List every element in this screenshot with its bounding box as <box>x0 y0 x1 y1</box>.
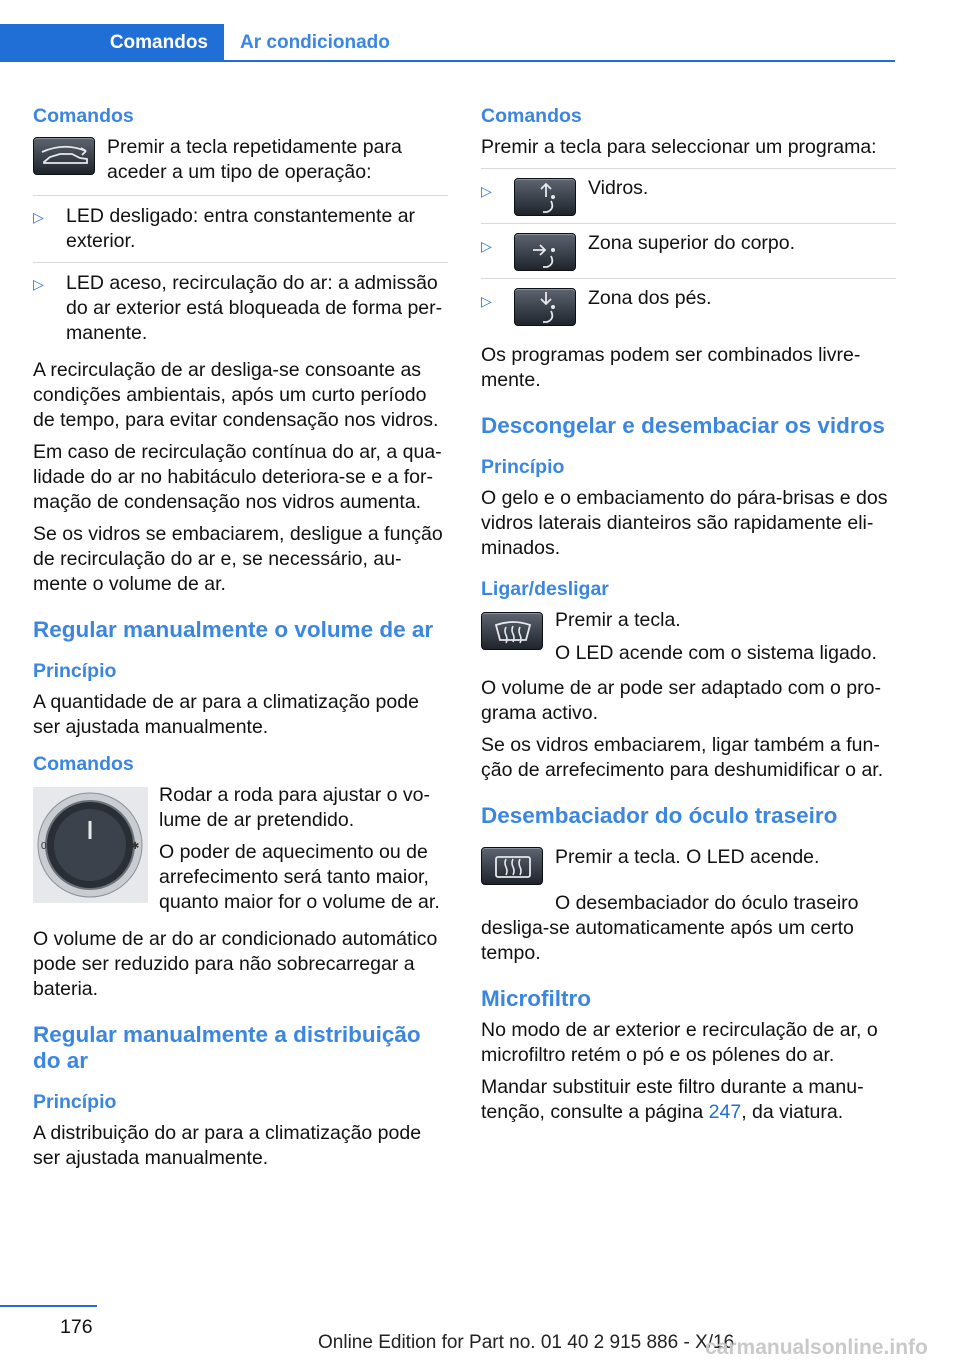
left-column <box>33 104 448 1178</box>
list-item <box>481 223 896 278</box>
program-intro: Premir a tecla para seleccionar um programa: <box>481 136 877 158</box>
subheading-comandos: Comandos <box>33 753 134 775</box>
program-list <box>481 168 896 333</box>
list-item: ▷ LED desligado: entra constantemente ar exterior. <box>33 195 448 262</box>
tab-comandos[interactable]: Comandos <box>0 24 224 62</box>
recirculation-control <box>33 135 448 185</box>
program-label: Vidros. <box>588 177 649 199</box>
air-volume-knob-icon <box>33 787 148 903</box>
subheading-principio: Princípio <box>481 456 565 478</box>
knob-instruction: Rodar a roda para ajustar o volume de ar pretendido. <box>159 784 430 831</box>
air-volume-control <box>33 783 448 915</box>
tab-ar-condicionado[interactable]: Ar condicionado <box>240 32 390 53</box>
subheading-comandos: Comandos <box>481 105 582 127</box>
right-column <box>481 104 896 1132</box>
header-rule <box>0 60 895 62</box>
program-label: Zona superior do corpo. <box>588 232 796 254</box>
page-reference-link[interactable]: 247 <box>708 1101 742 1123</box>
triangle-bullet-icon: ▷ <box>481 293 492 309</box>
paragraph: Mandar substituir este filtro durante a manutenção, consulte a página 247, da viatura. <box>481 1076 864 1123</box>
triangle-bullet-icon: ▷ <box>481 183 492 199</box>
triangle-bullet-icon: ▷ <box>33 209 44 225</box>
upper-body-program-button-icon <box>514 233 576 271</box>
paragraph: Os programas podem ser combinados livremente. <box>481 344 861 391</box>
paragraph: A distribuição do ar para a climatização pode ser ajustada manualmente. <box>33 1122 422 1169</box>
defrost-control <box>481 608 896 666</box>
windshield-defrost-button-icon <box>481 612 543 650</box>
rear-defroster-note: O desembaciador do óculo traseiro desliga-se automaticamente após um certo tempo. <box>481 892 859 964</box>
paragraph: Em caso de recirculação contínua do ar, a qualidade do ar no habitáculo deteriora-se e a formação de condensação nos vidros aumenta. <box>33 441 442 513</box>
recirculation-button-icon <box>33 137 95 175</box>
heading-rear-defroster: Desembaciador do óculo traseiro <box>481 803 838 828</box>
paragraph: Se os vidros se embaciarem, desligue a função de recirculação do ar e, se necessário, aumente o volume de ar. <box>33 523 443 595</box>
defrost-instruction: Premir a tecla. <box>555 609 681 631</box>
page-number: 176 <box>60 1316 93 1338</box>
defrost-led-note: O LED acende com o sistema ligado. <box>555 642 877 664</box>
knob-zero-label: 0 <box>41 841 47 852</box>
footwell-program-button-icon <box>514 288 576 326</box>
paragraph: O gelo e o embaciamento do pára-brisas e dos vidros laterais dianteiros são rapidamente eliminados. <box>481 487 888 559</box>
subheading-principio: Princípio <box>33 1091 117 1113</box>
subheading-principio: Princípio <box>33 660 117 682</box>
paragraph: O volume de ar pode ser adaptado com o programa activo. <box>481 677 881 724</box>
heading-defrost: Descongelar e desembaciar os vidros <box>481 413 885 438</box>
footer-rule <box>0 1305 97 1307</box>
knob-note: O poder de aquecimento ou de arrefecimento será tanto maior, quanto maior for o volume de ar. <box>159 841 440 913</box>
paragraph: A recirculação de ar desliga-se consoante as condições ambientais, após um curto período de tempo, para evitar condensação nos vidros. <box>33 359 439 431</box>
subheading-comandos: Comandos <box>33 105 134 127</box>
subheading-ligar-desligar: Ligar/desligar <box>481 578 609 600</box>
header-tabbar <box>0 24 895 62</box>
heading-microfilter: Microfiltro <box>481 986 591 1011</box>
paragraph: No modo de ar exterior e recirculação de ar, o microfiltro retém o pó e os pólenes do ar. <box>481 1019 878 1066</box>
paragraph: Se os vidros embaciarem, ligar também a função de arrefecimento para deshumidificar o ar. <box>481 734 884 781</box>
heading-volume: Regular manualmente o volume de ar <box>33 617 434 642</box>
rear-defroster-control <box>481 845 896 891</box>
triangle-bullet-icon: ▷ <box>33 276 44 292</box>
rear-window-defrost-button-icon <box>481 847 543 885</box>
triangle-bullet-icon: ▷ <box>481 238 492 254</box>
edition-info: Online Edition for Part no. 01 40 2 915 886 - X/16 <box>318 1332 735 1353</box>
list-item: ▷ LED aceso, recirculação do ar: a admissão do ar exterior está bloqueada de forma permanente. <box>33 262 448 354</box>
list-item <box>481 278 896 333</box>
watermark: carmanualsonline.info <box>705 1336 928 1359</box>
heading-distribution: Regular manualmente a distribuição do ar <box>33 1022 421 1073</box>
svg-text:✱: ✱ <box>131 841 140 852</box>
list-item <box>481 168 896 223</box>
program-label: Zona dos pés. <box>588 287 712 309</box>
paragraph: O volume de ar do ar condicionado automático pode ser reduzido para não sobrecarregar a bateria. <box>33 928 438 1000</box>
recirculation-modes-list <box>33 195 448 354</box>
rear-defroster-instruction: Premir a tecla. O LED acende. <box>555 846 820 868</box>
paragraph: A quantidade de ar para a climatização pode ser ajustada manualmente. <box>33 691 419 738</box>
recirculation-instruction: Premir a tecla repetidamente para aceder a um tipo de operação: <box>107 136 402 183</box>
windows-program-button-icon <box>514 178 576 216</box>
